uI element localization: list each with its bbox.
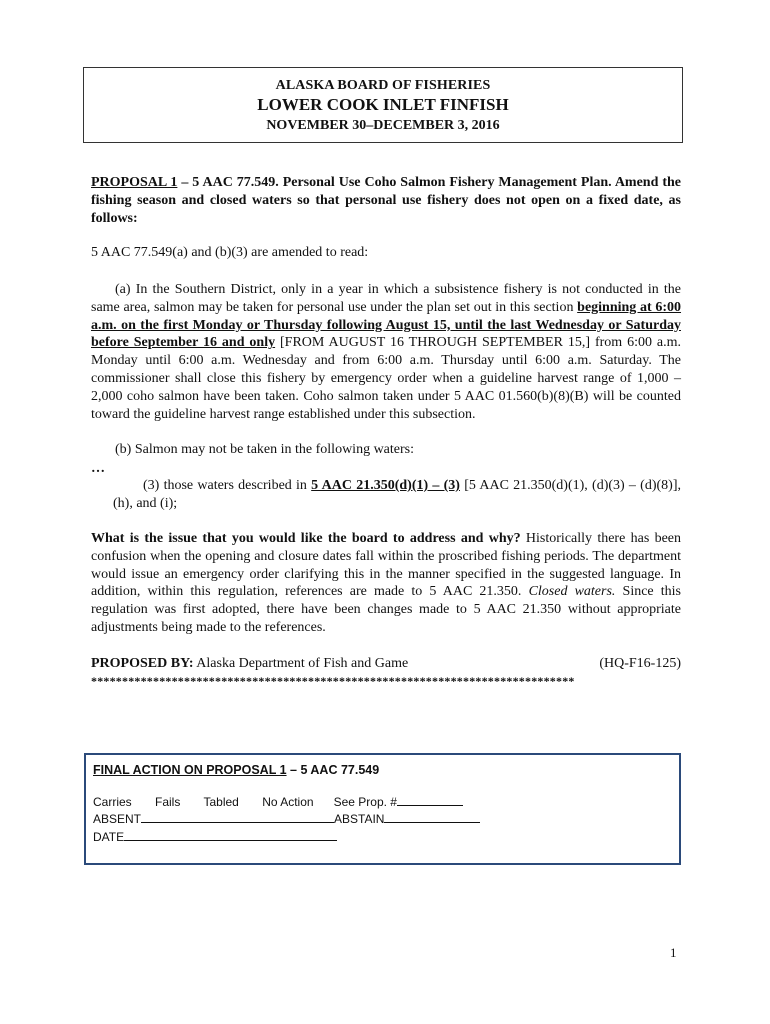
proposal-code: (HQ-F16-125) — [599, 656, 681, 671]
issue-text: Historically there has been confusion when the opening and closure dates fall within the proscribed fishing periods. The department would issue an emergency order clarifying this in the manner specified in the suggested language. In addition, within this regulation, references are made to 5 AAC 21.350. — [91, 531, 681, 600]
absent-field[interactable] — [141, 811, 334, 823]
date-row — [93, 829, 337, 844]
vote-options-row — [93, 794, 463, 809]
ellipsis: … — [91, 461, 105, 476]
tabled-option: Tabled — [203, 795, 239, 809]
absent-label: ABSENT — [93, 812, 142, 826]
paragraph-3-text: (3) those waters described in — [143, 478, 312, 493]
proposed-by — [91, 655, 681, 673]
see-prop-field[interactable] — [397, 794, 463, 806]
meeting-title: LOWER COOK INLET FINFISH — [257, 95, 509, 114]
no-action-option: No Action — [262, 795, 314, 809]
paragraph-3-text-2: [5 AAC 21.350(d)(1), (d)(3) – (d)(8)], (h), and (i); — [113, 478, 681, 511]
separator-stars: ****************************************************************************** — [91, 674, 575, 688]
new-language: beginning at 6:00 a.m. on the first Monday or Thursday following August 15, until the last Wednesday or Saturday before September 16 and only — [91, 299, 682, 351]
date-label: DATE — [93, 830, 125, 844]
amend-line: 5 AAC 77.549(a) and (b)(3) are amended to read: — [91, 245, 369, 260]
abstain-label: ABSTAIN — [334, 812, 385, 826]
absent-abstain-row — [93, 811, 480, 826]
paragraph-3 — [91, 477, 681, 513]
header-box — [83, 67, 683, 143]
final-action-title — [93, 763, 379, 777]
proposed-by-label: PROPOSED BY: — [91, 656, 194, 671]
issue-text-2: Since this regulation was first adopted, there have been changes made to 5 AAC 21.350 without appropriate adjustments being made to the references. — [91, 584, 681, 635]
issue-question: What is the issue that you would like the board to address and why? — [91, 531, 521, 546]
date-field[interactable] — [124, 829, 337, 841]
fails-option: Fails — [155, 795, 181, 809]
paragraph-3-new: 5 AAC 21.350(d)(1) – (3) — [311, 478, 460, 493]
proposal-label: PROPOSAL 1 — [91, 175, 178, 190]
board-name: ALASKA BOARD OF FISHERIES — [275, 78, 491, 93]
see-prop-label: See Prop. # — [333, 795, 397, 809]
subsection-a — [91, 281, 681, 423]
final-action-box — [84, 753, 681, 865]
issue-italic: Closed waters. — [528, 584, 616, 600]
subsection-a-text-2: [FROM AUGUST 16 THROUGH SEPTEMBER 15,] from 6:00 a.m. Monday until 6:00 a.m. Wednesday and from 6:00 a.m. Thursday until 6:00 a.m. Saturday. The commissioner shall close this fishery by emergency order when a guideline harvest range of 1,000 – 2,000 coho salmon have been taken. Coho salmon taken under 5 AAC 01.560(b)(8)(B) will be counted toward the guideline harvest range established under this subsection. — [91, 335, 682, 422]
subsection-b: (b) Salmon may not be taken in the following waters: — [115, 442, 414, 457]
abstain-field[interactable] — [384, 811, 480, 823]
subsection-a-text: (a) In the Southern District, only in a year in which a subsistence fishery is not conducted in the same area, salmon may be taken for personal use under the plan set out in this section — [91, 282, 681, 315]
carries-option: Carries — [93, 795, 132, 809]
proposer: Alaska Department of Fish and Game — [193, 656, 409, 671]
final-action-label: FINAL ACTION ON PROPOSAL 1 — [93, 763, 287, 777]
proposal-heading-text: – 5 AAC 77.549. Personal Use Coho Salmon Fishery Management Plan. Amend the fishing season and closed waters so that personal use fishery does not open on a fixed date, as follows: — [91, 175, 681, 226]
final-action-code: – 5 AAC 77.549 — [286, 763, 380, 777]
issue-section — [91, 530, 681, 637]
page-number: 1 — [670, 945, 677, 960]
proposed-by-line — [91, 655, 408, 673]
meeting-dates: NOVEMBER 30–DECEMBER 3, 2016 — [266, 118, 500, 133]
proposal-heading — [91, 174, 681, 227]
